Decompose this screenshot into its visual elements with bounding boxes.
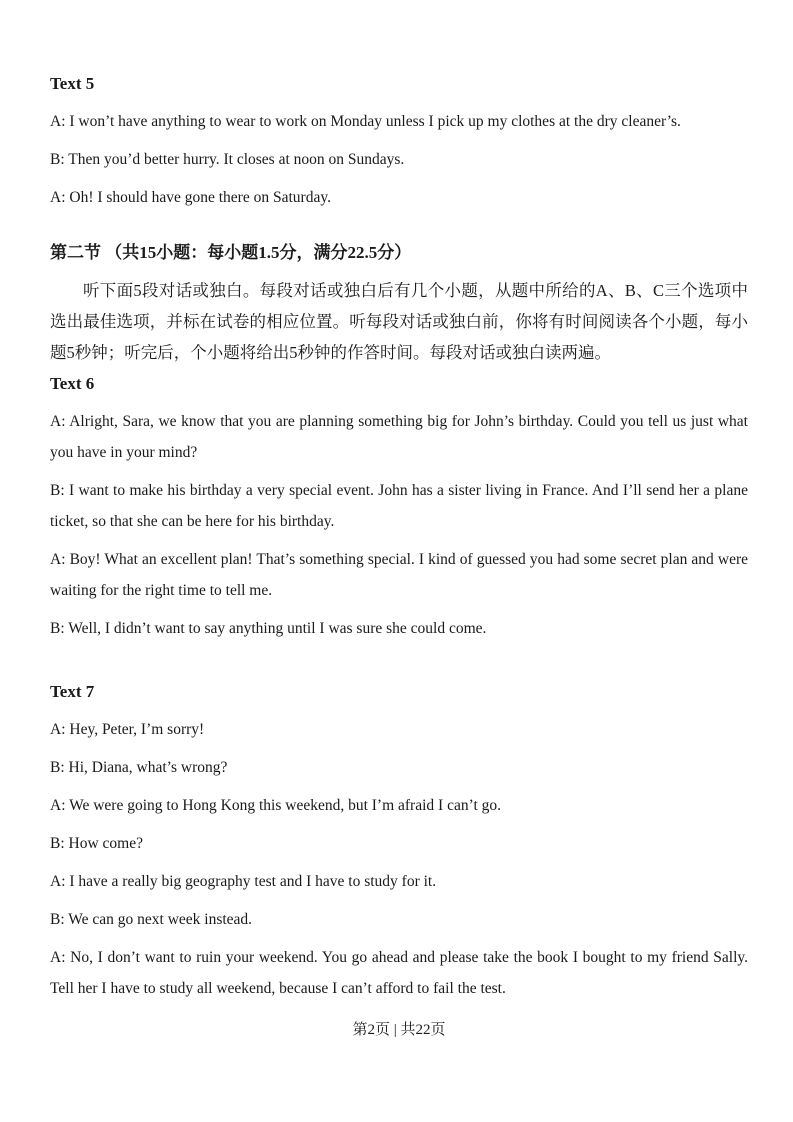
text7-dialogue-line: B: We can go next week instead. xyxy=(50,911,253,928)
text7-dialogue-line: A: Hey, Peter, I’m sorry! xyxy=(50,721,205,738)
text7-dialogue-line: A: We were going to Hong Kong this weekend, but I’m afraid I can’t go. xyxy=(50,797,502,814)
text7-dialogue-line: A: No, I don’t want to ruin your weekend. You go ahead and please take the book I bought to my friend Sally. Tell her I have to study all weekend, because I can’t afford to fail the test. xyxy=(50,949,748,997)
text7-dialogue-line: A: I have a really big geography test and I have to study for it. xyxy=(50,873,437,890)
text5-heading: Text 5 xyxy=(50,74,95,93)
text6-dialogue-line: A: Boy! What an excellent plan! That’s something special. I kind of guessed you had some secret plan and were waiting for the right time to tell me. xyxy=(50,551,748,599)
text5-dialogue-line: A: I won’t have anything to wear to work on Monday unless I pick up my clothes at the dry cleaner’s. xyxy=(50,113,681,130)
text6-heading: Text 6 xyxy=(50,374,95,393)
page-number-footer: 第2页 | 共22页 xyxy=(352,1022,446,1038)
text7-dialogue-line: B: How come? xyxy=(50,835,143,852)
text6-dialogue-line: B: I want to make his birthday a very special event. John has a sister living in France. And I’ll send her a plane ticket, so that she can be here for his birthday. xyxy=(50,482,748,530)
section2-instructions: 听下面5段对话或独白。每段对话或独白后有几个小题，从题中所给的A、B、C三个选项中选出最佳选项，并标在试卷的相应位置。听每段对话或独白前，你将有时间阅读各个小题，每小题5秒钟；听完后，个小题将给出5秒钟的作答时间。每段对话或独白读两遍。 xyxy=(50,281,748,362)
text6-dialogue-line: B: Well, I didn’t want to say anything until I was sure she could come. xyxy=(50,620,487,637)
section2-heading: 第二节 （共15小题：每小题1.5分，满分22.5分） xyxy=(50,243,412,262)
text7-dialogue-line: B: Hi, Diana, what’s wrong? xyxy=(50,759,228,776)
text5-dialogue-line: B: Then you’d better hurry. It closes at noon on Sundays. xyxy=(50,151,405,168)
text6-dialogue-line: A: Alright, Sara, we know that you are planning something big for John’s birthday. Could you tell us just what you have in your mind? xyxy=(50,413,748,461)
text5-dialogue-line: A: Oh! I should have gone there on Saturday. xyxy=(50,189,331,206)
text7-heading: Text 7 xyxy=(50,682,95,701)
